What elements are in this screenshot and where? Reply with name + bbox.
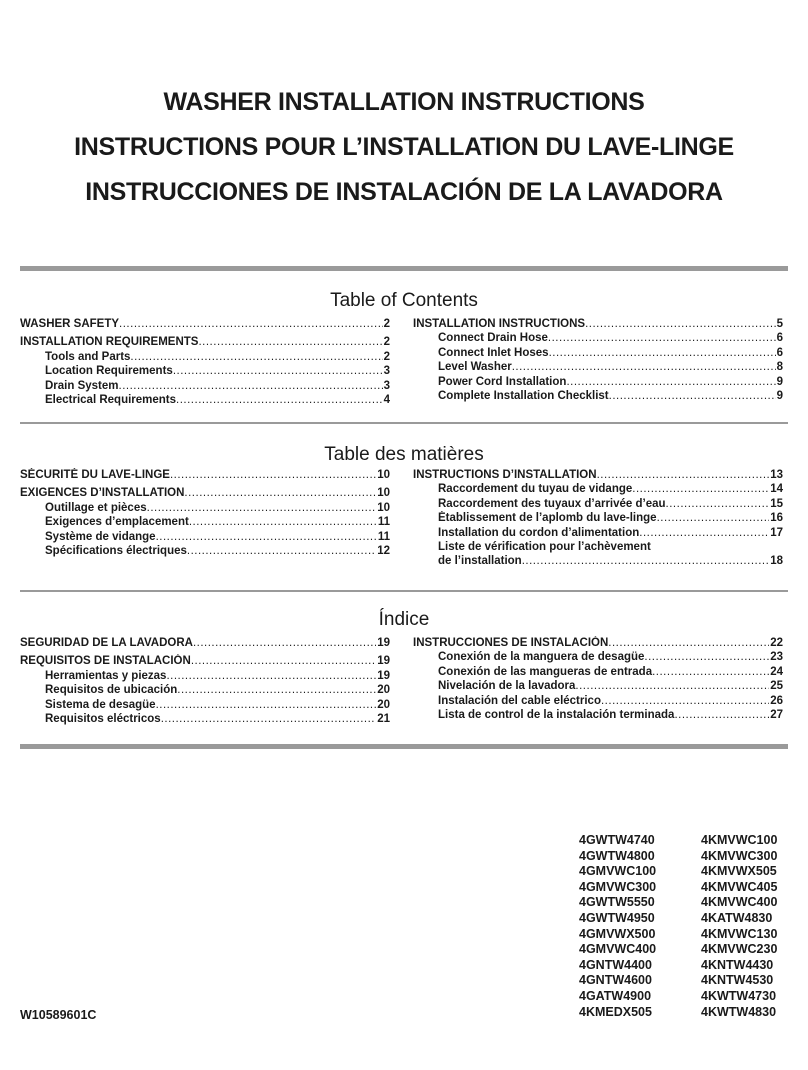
toc-entry[interactable]: EXIGENCES D’INSTALLATION ..... 10: [20, 486, 390, 500]
model-list-col2: [701, 833, 777, 1020]
model-number: 4GWTW4950: [579, 910, 655, 925]
toc-entry[interactable]: Raccordement du tuyau de vidange ..... 14: [413, 482, 783, 496]
toc-entry[interactable]: Système de vidange ..... 11: [20, 530, 390, 544]
model-number: 4GNTW4400: [579, 957, 652, 972]
toc-entry[interactable]: Exigences d’emplacement ..... 11: [20, 515, 390, 529]
toc-entry[interactable]: Instalación del cable eléctrico ..... 26: [413, 694, 783, 708]
toc-entry[interactable]: Connect Drain Hose ..... 6: [413, 331, 783, 345]
toc-entry[interactable]: INSTALLATION INSTRUCTIONS ..... 5: [413, 317, 783, 331]
toc-entry[interactable]: Electrical Requirements ..... 4: [20, 393, 390, 407]
model-number: 4GMVWC300: [579, 879, 657, 894]
toc-entry[interactable]: WASHER SAFETY ..... 2: [20, 317, 390, 331]
model-number: 4KATW4830: [701, 910, 773, 925]
model-number: 4GNTW4600: [579, 973, 652, 988]
model-number: 4KNTW4430: [701, 957, 774, 972]
toc-entry[interactable]: Connect Inlet Hoses ..... 6: [413, 346, 783, 360]
title-spanish: INSTRUCCIONES DE INSTALACIÓN DE LA LAVADORA: [85, 178, 723, 206]
toc-entry[interactable]: INSTALLATION REQUIREMENTS ..... 2: [20, 335, 390, 349]
toc-entry[interactable]: Complete Installation Checklist ..... 9: [413, 389, 783, 403]
toc-entry[interactable]: Tools and Parts ..... 2: [20, 350, 390, 364]
model-number: 4KWTW4830: [701, 1004, 777, 1019]
toc-entry[interactable]: Lista de control de la instalación terminada ..... 27: [413, 708, 783, 722]
model-list-col1: [579, 833, 656, 1020]
model-number: 4GWTW4740: [579, 833, 655, 847]
toc-entry[interactable]: SÉCURITÉ DU LAVE-LINGE ..... 10: [20, 468, 390, 482]
toc-entry[interactable]: Liste de vérification pour l’achèvement: [438, 540, 651, 553]
model-number: 4KWTW4730: [701, 988, 777, 1003]
toc-entry[interactable]: Raccordement des tuyaux d’arrivée d’eau ..... 15: [413, 497, 783, 511]
toc-entry[interactable]: Drain System ..... 3: [20, 379, 390, 393]
model-number: 4KMEDX505: [579, 1004, 652, 1019]
model-number: 4KMVWC300: [701, 848, 778, 863]
model-number: 4KMVWC100: [701, 833, 778, 847]
toc-entry[interactable]: REQUISITOS DE INSTALACIÓN ..... 19: [20, 654, 390, 668]
model-number: 4KMVWX505: [701, 864, 777, 879]
toc-entry[interactable]: Location Requirements ..... 3: [20, 364, 390, 378]
toc-entry[interactable]: Sistema de desagüe ..... 20: [20, 698, 390, 712]
model-number: 4KMVWC130: [701, 926, 778, 941]
toc-entry[interactable]: Herramientas y piezas ..... 19: [20, 669, 390, 683]
model-number: 4GMVWC400: [579, 942, 657, 957]
top-divider: [20, 266, 788, 271]
toc-entry[interactable]: de l’installation ..... 18: [413, 554, 783, 568]
model-number: 4GWTW4800: [579, 848, 655, 863]
toc-entry[interactable]: Requisitos de ubicación ..... 20: [20, 683, 390, 697]
toc-english-right: [413, 317, 783, 403]
title-french: INSTRUCTIONS POUR L’INSTALLATION DU LAVE-LINGE: [74, 133, 734, 161]
model-number: 4GWTW5550: [579, 895, 655, 910]
toc-french-right: [413, 468, 783, 569]
document-titles: [0, 80, 808, 215]
toc-entry[interactable]: Nivelación de la lavadora ..... 25: [413, 679, 783, 693]
divider: [20, 590, 788, 592]
toc-entry[interactable]: Power Cord Installation ..... 9: [413, 375, 783, 389]
toc-heading-french: Table des matières: [324, 444, 484, 465]
document-number: W10589601C: [20, 1008, 97, 1022]
toc-french-left: [20, 468, 390, 558]
model-number: 4KMVWC400: [701, 895, 778, 910]
toc-entry[interactable]: Level Washer ..... 8: [413, 360, 783, 374]
toc-entry[interactable]: Établissement de l’aplomb du lave-linge ..... 16: [413, 511, 783, 525]
toc-entry[interactable]: Spécifications électriques ..... 12: [20, 544, 390, 558]
toc-spanish-right: [413, 636, 783, 722]
model-number: 4GATW4900: [579, 988, 652, 1003]
toc-heading-english: Table of Contents: [330, 290, 478, 311]
toc-entry[interactable]: Installation du cordon d’alimentation ..... 17: [413, 526, 783, 540]
model-number: 4KMVWC405: [701, 879, 778, 894]
model-number: 4GMVWC100: [579, 864, 657, 879]
bottom-divider: [20, 744, 788, 749]
model-number: 4KMVWC230: [701, 942, 778, 957]
model-number: 4KNTW4530: [701, 973, 774, 988]
toc-english-left: [20, 317, 390, 407]
model-number: 4GMVWX500: [579, 926, 656, 941]
toc-entry[interactable]: SEGURIDAD DE LA LAVADORA ..... 19: [20, 636, 390, 650]
toc-entry[interactable]: Outillage et pièces ..... 10: [20, 501, 390, 515]
title-english: WASHER INSTALLATION INSTRUCTIONS: [163, 88, 645, 116]
toc-spanish-left: [20, 636, 390, 726]
toc-entry[interactable]: INSTRUCCIONES DE INSTALACIÓN ..... 22: [413, 636, 783, 650]
toc-heading-spanish: Índice: [378, 609, 430, 630]
toc-entry[interactable]: Conexión de la manguera de desagüe ..... 23: [413, 650, 783, 664]
toc-entry[interactable]: INSTRUCTIONS D’INSTALLATION ..... 13: [413, 468, 783, 482]
toc-entry[interactable]: Conexión de las mangueras de entrada ..... 24: [413, 665, 783, 679]
toc-entry[interactable]: Requisitos eléctricos ..... 21: [20, 712, 390, 726]
divider: [20, 422, 788, 424]
